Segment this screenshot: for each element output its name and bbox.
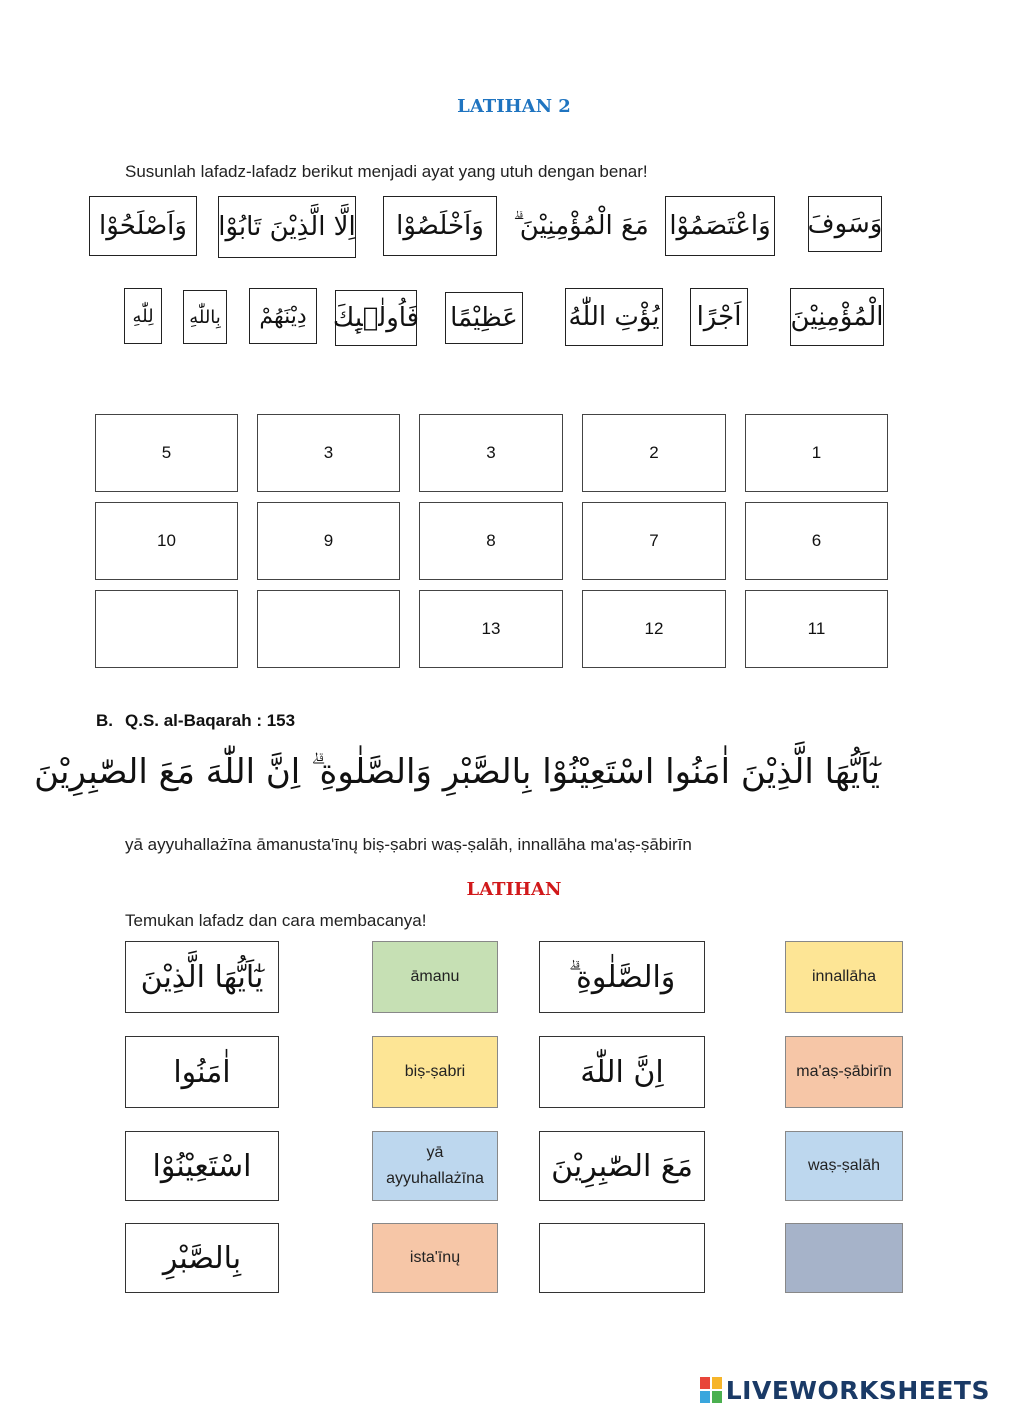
reading-box[interactable]: innallāha: [785, 941, 903, 1013]
lafadz-text: اٰمَنُوا: [173, 1054, 231, 1090]
answer-slot[interactable]: 3: [257, 414, 400, 492]
lafadz-box[interactable]: [539, 941, 705, 1013]
liveworksheets-logo: [700, 1375, 990, 1405]
transliteration-text: yā ayyuhallażīna āmanusta'īnų biṣ-ṣabri waṣ-ṣalāh, innallāha ma'aṣ-ṣābirīn: [125, 835, 692, 854]
reading-box[interactable]: yā ayyuhallażīna: [372, 1131, 498, 1201]
word-box[interactable]: [690, 288, 748, 346]
word-text: فَاُولٰۤىِٕكَ: [332, 303, 420, 333]
reading-box[interactable]: waṣ-ṣalāh: [785, 1131, 903, 1201]
lafadz-text: بِالصَّبْرِ: [162, 1240, 242, 1276]
reading-box[interactable]: biṣ-ṣabri: [372, 1036, 498, 1108]
lafadz-box[interactable]: [539, 1036, 705, 1108]
word-text: يُؤْتِ اللّٰهُ: [568, 302, 660, 332]
word-text: لِلّٰهِ: [132, 305, 154, 327]
word-text: الْمُؤْمِنِيْنَ: [790, 302, 884, 332]
answer-slot[interactable]: 9: [257, 502, 400, 580]
word-box[interactable]: [249, 288, 317, 344]
answer-slot[interactable]: 1: [745, 414, 888, 492]
reading-box[interactable]: ma'aṣ-ṣābirīn: [785, 1036, 903, 1108]
word-text: وَسَوفَ: [807, 209, 883, 239]
word-box[interactable]: [124, 288, 162, 344]
word-text: عَظِيْمًا: [450, 303, 518, 333]
answer-slot[interactable]: [95, 590, 238, 668]
word-text: وَاَصْلَحُوْا: [99, 211, 187, 241]
word-box[interactable]: [89, 196, 197, 256]
answer-slot[interactable]: 10: [95, 502, 238, 580]
word-box[interactable]: [332, 290, 420, 346]
word-box[interactable]: [565, 288, 663, 346]
page-title: LATIHAN 2: [457, 96, 571, 117]
answer-slot[interactable]: 8: [419, 502, 563, 580]
word-box[interactable]: [808, 196, 882, 252]
answer-slot[interactable]: 13: [419, 590, 563, 668]
lafadz-text: اسْتَعِيْنُوْا: [152, 1148, 252, 1184]
word-text: وَاعْتَصَمُوْا: [669, 211, 771, 241]
word-box[interactable]: [383, 196, 497, 256]
verse-text: يٰٓاَيُّهَا الَّذِيْنَ اٰمَنُوا اسْتَعِيْنُوْا بِالصَّبْرِ وَالصَّلٰوةِ ۗ اِنَّ اللّٰهَ مَعَ الصّٰبِرِيْنَ: [34, 752, 880, 792]
word-box[interactable]: [445, 292, 523, 344]
answer-slot[interactable]: 5: [95, 414, 238, 492]
word-box[interactable]: [183, 290, 227, 344]
word-box[interactable]: [790, 288, 884, 346]
lafadz-box[interactable]: [125, 941, 279, 1013]
logo-mark-icon: [700, 1377, 722, 1403]
instruction-text: Susunlah lafadz-lafadz berikut menjadi ayat yang utuh dengan benar!: [125, 162, 648, 181]
word-text: مَعَ الْمُؤْمِنِيْنَ ۗ: [513, 210, 649, 241]
lafadz-text: اِنَّ اللّٰهَ: [580, 1054, 664, 1090]
answer-slot[interactable]: 6: [745, 502, 888, 580]
lafadz-box[interactable]: [125, 1131, 279, 1201]
answer-slot[interactable]: 2: [582, 414, 726, 492]
word-text: اِلَّا الَّذِيْنَ تَابُوْا: [218, 212, 356, 242]
answer-slot[interactable]: 12: [582, 590, 726, 668]
lafadz-text: مَعَ الصّٰبِرِيْنَ: [551, 1148, 693, 1184]
latihan-title: LATIHAN: [466, 879, 562, 900]
lafadz-box[interactable]: [125, 1223, 279, 1293]
empty-answer-box[interactable]: [539, 1223, 705, 1293]
word-text: دِيْنَهُمْ: [259, 303, 307, 329]
section-title: Q.S. al-Baqarah : 153: [125, 711, 296, 730]
word-text: وَاَخْلَصُوْا: [396, 211, 484, 241]
word-text: اَجْرًا: [696, 302, 742, 332]
answer-slot[interactable]: 3: [419, 414, 563, 492]
reading-box[interactable]: ista'īnų: [372, 1223, 498, 1293]
latihan-instruction: Temukan lafadz dan cara membacanya!: [125, 911, 427, 930]
logo-text: LIVEWORKSHEETS: [725, 1375, 990, 1405]
section-label: B.: [96, 711, 113, 730]
lafadz-box[interactable]: [125, 1036, 279, 1108]
answer-slot[interactable]: 11: [745, 590, 888, 668]
lafadz-box[interactable]: [539, 1131, 705, 1201]
answer-slot[interactable]: [257, 590, 400, 668]
word-text: بِاللّٰهِ: [189, 306, 221, 328]
lafadz-text: وَالصَّلٰوةِ ۗ: [568, 959, 676, 995]
word-box[interactable]: [665, 196, 775, 256]
word-box[interactable]: [513, 196, 649, 256]
reading-box[interactable]: [785, 1223, 903, 1293]
word-box[interactable]: [218, 196, 356, 258]
answer-slot[interactable]: 7: [582, 502, 726, 580]
lafadz-text: يٰٓاَيُّهَا الَّذِيْنَ: [140, 959, 264, 995]
reading-box[interactable]: āmanu: [372, 941, 498, 1013]
